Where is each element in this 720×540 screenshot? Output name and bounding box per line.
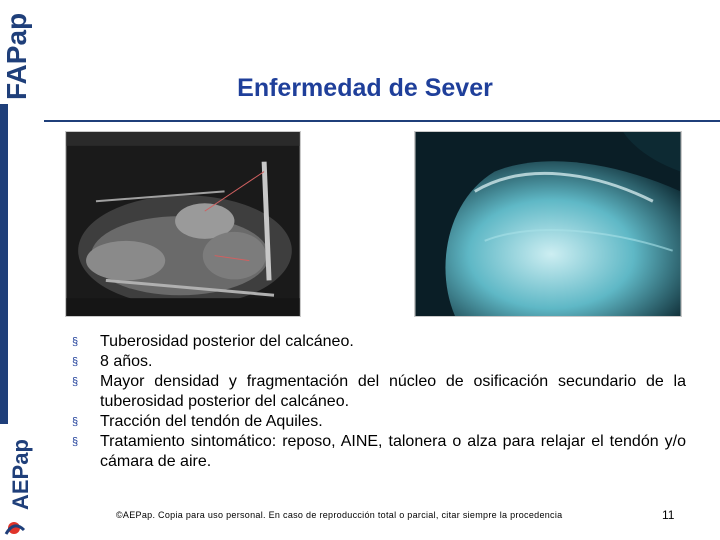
bullet-text: 8 años. <box>100 353 153 370</box>
bullet-marker: § <box>72 416 79 428</box>
svg-text:AEPap: AEPap <box>8 439 33 510</box>
bullet-text: Tratamiento sintomático: reposo, AINE, talonera o alza para relajar el tendón y/o cámara de aire. <box>100 433 686 470</box>
fapap-logo <box>0 0 44 104</box>
title-divider <box>44 120 720 122</box>
list-item <box>72 372 686 412</box>
page-number: 11 <box>662 508 675 522</box>
list-item <box>72 432 686 472</box>
bullet-marker: § <box>72 436 79 448</box>
svg-text:FAPap: FAPap <box>1 12 32 100</box>
bullet-marker: § <box>72 356 79 368</box>
slide-title: Enfermedad de Sever <box>237 74 493 102</box>
bullet-marker: § <box>72 336 79 348</box>
mri-image <box>65 131 301 317</box>
bullet-text: Tracción del tendón de Aquiles. <box>100 413 323 430</box>
bullet-marker: § <box>72 376 79 388</box>
sidebar <box>0 0 44 540</box>
list-item <box>72 352 686 372</box>
bullet-list <box>72 332 686 472</box>
list-item <box>72 412 686 432</box>
bullet-text: Mayor densidad y fragmentación del núcleo de osificación secundario de la tuberosidad posterior del calcáneo. <box>100 373 686 410</box>
copyright-footer: ©AEPap. Copia para uso personal. En caso de reproducción total o parcial, citar siempre la procedencia <box>116 510 563 520</box>
xray-image <box>414 131 682 317</box>
list-item <box>72 332 686 352</box>
aepap-logo <box>0 424 44 540</box>
bullet-text: Tuberosidad posterior del calcáneo. <box>100 333 354 350</box>
